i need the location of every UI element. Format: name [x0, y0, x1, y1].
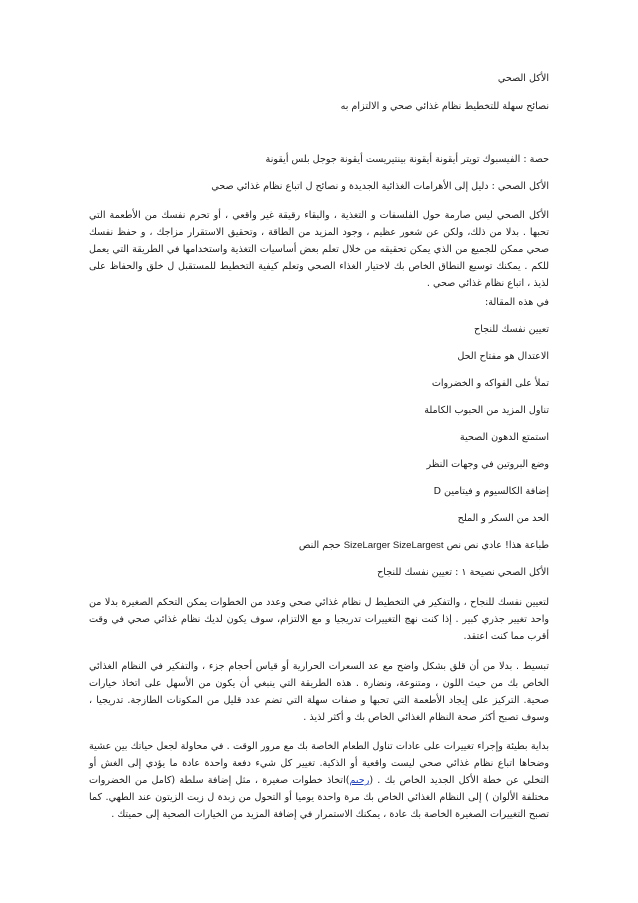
toc-item: استمتع الدهون الصحية [459, 432, 549, 443]
toc-item: تملأ على الفواكه و الخضروات [431, 378, 549, 389]
print-suffix: حجم النص [298, 540, 341, 551]
toc-item: الحد من السكر و الملح [457, 513, 549, 524]
tip-paragraph: لتعيين نفسك للنجاح ، والتفكير في التخطيط ل نظام غذائي صحي وعدد من الخطوات يمكن التحكم الصغيرة بدلا من واحد تغيير جذري كبير . إذا كنت نهج التغييرات تدريجيا و مع الالتزام، سوف يكون لديك نظام غذائي صحي في وقت أقرب مما كنت اعتقد. [89, 597, 549, 642]
toc-item: الاعتدال هو مفتاح الحل [457, 351, 549, 362]
start-text-after: )اتخاذ خطوات صغيرة ، مثل إضافة سلطة (كامل من الخضروات مختلفة الألوان ) إلى النظام الغذائي الخاص بك مرة واحدة يوميا أو التحول من زبدة ل زيت الزيتون عند الطهي. كما تصبح التغييرات الصغيرة الخاصة بك عادة ، يمكنك الاستمرار في إضافة المزيد من الخيارات الصحية إلى حميتك . [89, 775, 549, 820]
start-text-before: بداية بطيئة وإجراء تغييرات على عادات تناول الطعام الخاصة بك مع مرور الوقت . في محاولة لجعل حياتك بين عشية وضحاها اتباع نظام غذائي صحي ليست واقعية أو الذكية. تغيير كل شيء دفعة واحدة عادة ما يؤدي إلى الغش أو التخلي عن خطة الأكل الجديد الخاص بك . ( [89, 741, 550, 786]
guide-line: الأكل الصحي : دليل إلى الأهرامات الغذائية الجديدة و نصائح ل اتباع نظام غذائي صحي [211, 181, 549, 192]
toc-item: تعيين نفسك للنجاح [474, 324, 549, 335]
toc-item: تناول المزيد من الحبوب الكاملة [424, 405, 549, 416]
print-middle: عادي نص نص [446, 540, 502, 551]
start-paragraph [89, 738, 549, 823]
intro-paragraph: الأكل الصحي ليس صارمة حول الفلسفات و التغذية ، والبقاء رقيقة غير واقعي ، أو تحرم نفسك من الأطعمة التي تحبها . بدلا من ذلك، ولكن عن شعور عظيم ، وجود المزيد من الطاقة ، وتحقيق الاستقرار مزاجك ، و حفظ نفسك صحي ممكن للجميع من الذي يمكن تحقيقه من خلال تعلم بعض أساسيات التغذية واستخدامها في الطريقة التي يعمل للكم . يمكنك توسيع النطاق الخاص بك لاختيار الغذاء الصحي وتعلم كيفية التخطيط للمستقبل ل خلق والحفاظ على لذيذ ، اتباع نظام غذائي صحي . [89, 210, 549, 289]
share-line: حصة : الفيسبوك تويتر أيقونة أيقونة بينتيريست أيقونة جوجل بلس أيقونة [265, 154, 549, 165]
toc-item: وضع البروتين في وجهات النظر [426, 459, 549, 470]
print-line [299, 539, 549, 552]
diet-link[interactable]: رجيم [349, 775, 370, 786]
toc-item: إضافة الكالسيوم و فيتامين D [433, 486, 549, 497]
document-title: الأكل الصحي [497, 73, 549, 84]
tip-heading: الأكل الصحي نصيحة ١ : تعيين نفسك للنجاح [377, 567, 549, 578]
print-prefix: طباعة هذا! [505, 540, 549, 551]
print-size-options: SizeLarger SizeLargest [343, 540, 444, 551]
toc-heading: في هذه المقالة: [484, 297, 549, 308]
simplify-paragraph: تبسيط . بدلا من أن قلق بشكل واضح مع عد السعرات الحرارية أو قياس أحجام جزء ، والتفكير في النظام الغذائي الخاص بك من حيث اللون ، ومتنوعة، ونضارة . هذه الطريقة التي ينبغي أن يكون من الأسهل على اتخاذ خيارات صحية. التركيز على إيجاد الأطعمة التي تحبها و صفات سهلة التي تضم عدد قليل من المكونات الطازجة. تدريجيا ، وسوف تصبح أكثر صحة النظام الغذائي الخاص بك و أكثر لذيذ . [89, 661, 549, 723]
document-subtitle: نصائح سهلة للتخطيط نظام غذائي صحي و الالتزام به [340, 101, 549, 112]
